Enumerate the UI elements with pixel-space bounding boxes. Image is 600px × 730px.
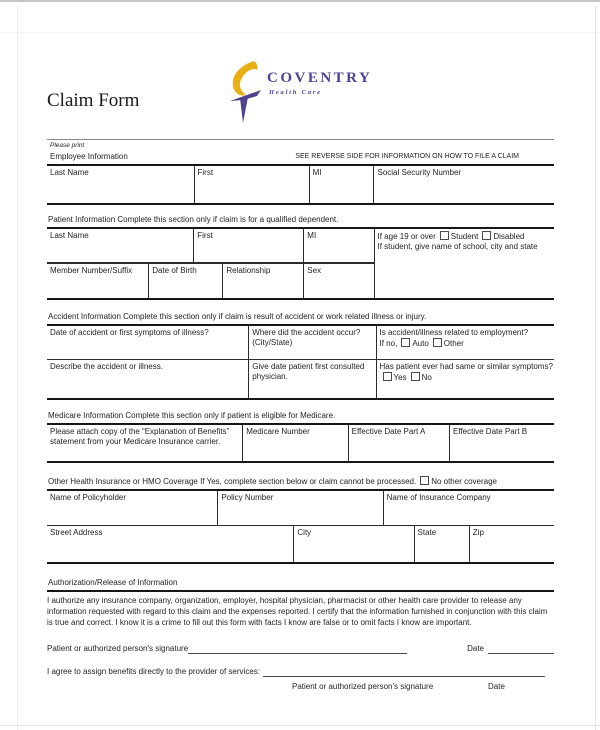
zip-field[interactable] bbox=[469, 526, 554, 562]
field-label: First bbox=[197, 168, 214, 177]
field-label: Name of Policyholder bbox=[50, 493, 127, 502]
state-field[interactable] bbox=[414, 526, 469, 562]
disabled-label: Disabled bbox=[493, 232, 525, 241]
employee-last-name-field[interactable] bbox=[47, 166, 194, 203]
age-prefix-label: If age 19 or over bbox=[377, 232, 436, 241]
symptoms-no-checkbox[interactable] bbox=[411, 372, 420, 381]
employee-ssn-field[interactable] bbox=[373, 166, 553, 203]
student-status-field[interactable] bbox=[374, 229, 554, 298]
student-label: Student bbox=[450, 232, 479, 241]
signature-line[interactable] bbox=[188, 645, 407, 654]
other-label: Other bbox=[443, 339, 464, 348]
reverse-side-note: SEE REVERSE SIDE FOR INFORMATION ON HOW TO FILE A CLAIM bbox=[295, 153, 519, 160]
auto-checkbox[interactable] bbox=[401, 338, 410, 347]
date-caption: Date bbox=[488, 682, 505, 691]
date-line[interactable] bbox=[488, 645, 554, 654]
field-label: Sex bbox=[307, 266, 322, 275]
patient-first-name-field[interactable] bbox=[193, 229, 303, 262]
yes-label: Yes bbox=[393, 373, 407, 382]
effective-date-part-a-field[interactable] bbox=[348, 425, 449, 461]
other-insurance-section-title: Other Health Insurance or HMO Coverage If Yes, complete section below or claim cannot be processed. bbox=[48, 477, 417, 486]
field-label: City bbox=[297, 528, 312, 537]
symptoms-yes-checkbox[interactable] bbox=[383, 372, 392, 381]
field-label: Member Number/Suffix bbox=[50, 266, 133, 275]
patient-mi-field[interactable] bbox=[303, 229, 373, 262]
coventry-logo bbox=[228, 60, 372, 129]
page-frame-left bbox=[17, 6, 18, 730]
patient-section-title: Patient Information Complete this section only if claim is for a qualified dependent. bbox=[48, 215, 339, 224]
assign-benefits-row bbox=[47, 667, 554, 677]
student-note: If student, give name of school, city and state bbox=[377, 242, 538, 251]
patient-table bbox=[47, 227, 554, 300]
signature-row bbox=[47, 644, 554, 654]
field-label: Policy Number bbox=[221, 493, 274, 502]
city-field[interactable] bbox=[293, 526, 413, 562]
assign-signature-line[interactable] bbox=[263, 668, 545, 677]
accident-section-title: Accident Information Complete this section only if claim is result of accident or work related illness or injury. bbox=[48, 312, 427, 321]
field-label: MI bbox=[312, 168, 322, 177]
please-print-note: Please print bbox=[50, 142, 85, 149]
torch-icon bbox=[228, 60, 264, 129]
employee-section-title: Employee Information bbox=[50, 152, 128, 161]
accident-description-field[interactable] bbox=[47, 360, 248, 398]
medicare-table bbox=[47, 423, 554, 463]
policyholder-field[interactable] bbox=[47, 491, 217, 525]
other-insurance-section-header bbox=[47, 476, 554, 489]
effective-date-part-b-field[interactable] bbox=[449, 425, 554, 461]
medicare-section-title: Medicare Information Complete this section only if patient is eligible for Medicare. bbox=[48, 411, 336, 420]
page-frame-top bbox=[0, 0, 600, 2]
field-label: Give date patient first consulted physician. bbox=[252, 362, 365, 381]
field-label: First bbox=[197, 231, 213, 240]
other-checkbox[interactable] bbox=[433, 338, 442, 347]
first-consult-date-field[interactable] bbox=[248, 360, 375, 398]
field-label: Last Name bbox=[50, 168, 89, 177]
page-frame-right bbox=[595, 6, 596, 730]
field-label: Has patient ever had same or similar symptoms? bbox=[379, 362, 553, 371]
employee-table bbox=[47, 164, 554, 205]
assign-line-captions bbox=[47, 682, 554, 692]
signature-label: Patient or authorized person's signature bbox=[47, 644, 189, 653]
relationship-field[interactable] bbox=[222, 264, 303, 298]
other-insurance-table bbox=[47, 489, 554, 564]
form-body bbox=[47, 139, 554, 692]
field-label: MI bbox=[307, 231, 317, 240]
field-label: State bbox=[417, 528, 437, 537]
brand-tagline: Health Care bbox=[269, 89, 322, 96]
field-label: (City/State) bbox=[252, 338, 293, 347]
date-of-birth-field[interactable] bbox=[148, 264, 222, 298]
sex-field[interactable] bbox=[303, 264, 373, 298]
student-checkbox[interactable] bbox=[440, 231, 449, 240]
field-label: Zip bbox=[472, 528, 484, 537]
field-label: Effective Date Part B bbox=[453, 427, 528, 436]
if-no-label: If no, bbox=[379, 339, 398, 348]
field-label: Relationship bbox=[226, 266, 271, 275]
medicare-number-field[interactable] bbox=[242, 425, 347, 461]
insurance-company-field[interactable] bbox=[383, 491, 554, 525]
employee-mi-field[interactable] bbox=[309, 166, 374, 203]
assign-benefits-label: I agree to assign benefits directly to the provider of services: bbox=[47, 667, 260, 676]
no-label: No bbox=[421, 373, 432, 382]
disabled-checkbox[interactable] bbox=[482, 231, 491, 240]
field-label: Social Security Number bbox=[377, 168, 462, 177]
field-label: Date of Birth bbox=[152, 266, 197, 275]
auto-label: Auto bbox=[412, 339, 429, 348]
employee-first-name-field[interactable] bbox=[194, 166, 309, 203]
field-label: Please attach copy of the “Explanation of Benefits” statement from your Medicare Insurance carrier. bbox=[50, 427, 230, 446]
field-label: Last Name bbox=[50, 231, 89, 240]
brand-name: COVENTRY bbox=[267, 70, 373, 86]
accident-location-field[interactable] bbox=[248, 326, 375, 359]
member-number-field[interactable] bbox=[47, 264, 148, 298]
page-title: Claim Form bbox=[47, 90, 140, 111]
employee-section-header bbox=[47, 150, 554, 164]
logo-text bbox=[267, 60, 372, 96]
page-frame-inner-line bbox=[0, 32, 600, 33]
patient-last-name-field[interactable] bbox=[47, 229, 193, 262]
signature-caption: Patient or authorized person's signature bbox=[292, 682, 434, 691]
field-label: Street Address bbox=[50, 528, 103, 537]
field-label: Date of accident or first symptoms of illness? bbox=[50, 328, 209, 337]
authorization-text: I authorize any insurance company, organization, employer, hospital physician, pharmacist or other health care provider to release any information requested with regard to this claim and the expenses reported. I certify that the information furnished in conjunction with this claim is true and correct. I know it is a crime to fill out this form with facts I know are false or to omit facts I know are important. bbox=[47, 596, 548, 627]
field-label: Name of Insurance Company bbox=[386, 493, 491, 502]
field-label: Describe the accident or illness. bbox=[50, 362, 163, 371]
policy-number-field[interactable] bbox=[217, 491, 382, 525]
similar-symptoms-field[interactable] bbox=[376, 360, 554, 398]
accident-date-field[interactable] bbox=[47, 326, 248, 359]
eob-note-cell bbox=[47, 425, 242, 461]
field-label: Where did the accident occur? bbox=[252, 328, 361, 337]
no-other-coverage-label: No other coverage bbox=[431, 477, 498, 486]
authorization-section-title: Authorization/Release of Information bbox=[47, 578, 554, 592]
accident-table bbox=[47, 324, 554, 400]
field-label: Effective Date Part A bbox=[351, 427, 426, 436]
street-address-field[interactable] bbox=[47, 526, 293, 562]
field-label: Medicare Number bbox=[246, 427, 310, 436]
field-label: Is accident/illness related to employment? bbox=[379, 328, 529, 337]
no-other-coverage-checkbox[interactable] bbox=[420, 476, 429, 485]
date-label: Date bbox=[467, 644, 484, 653]
employment-related-field[interactable] bbox=[376, 326, 554, 359]
page-frame-bottom bbox=[0, 725, 600, 726]
